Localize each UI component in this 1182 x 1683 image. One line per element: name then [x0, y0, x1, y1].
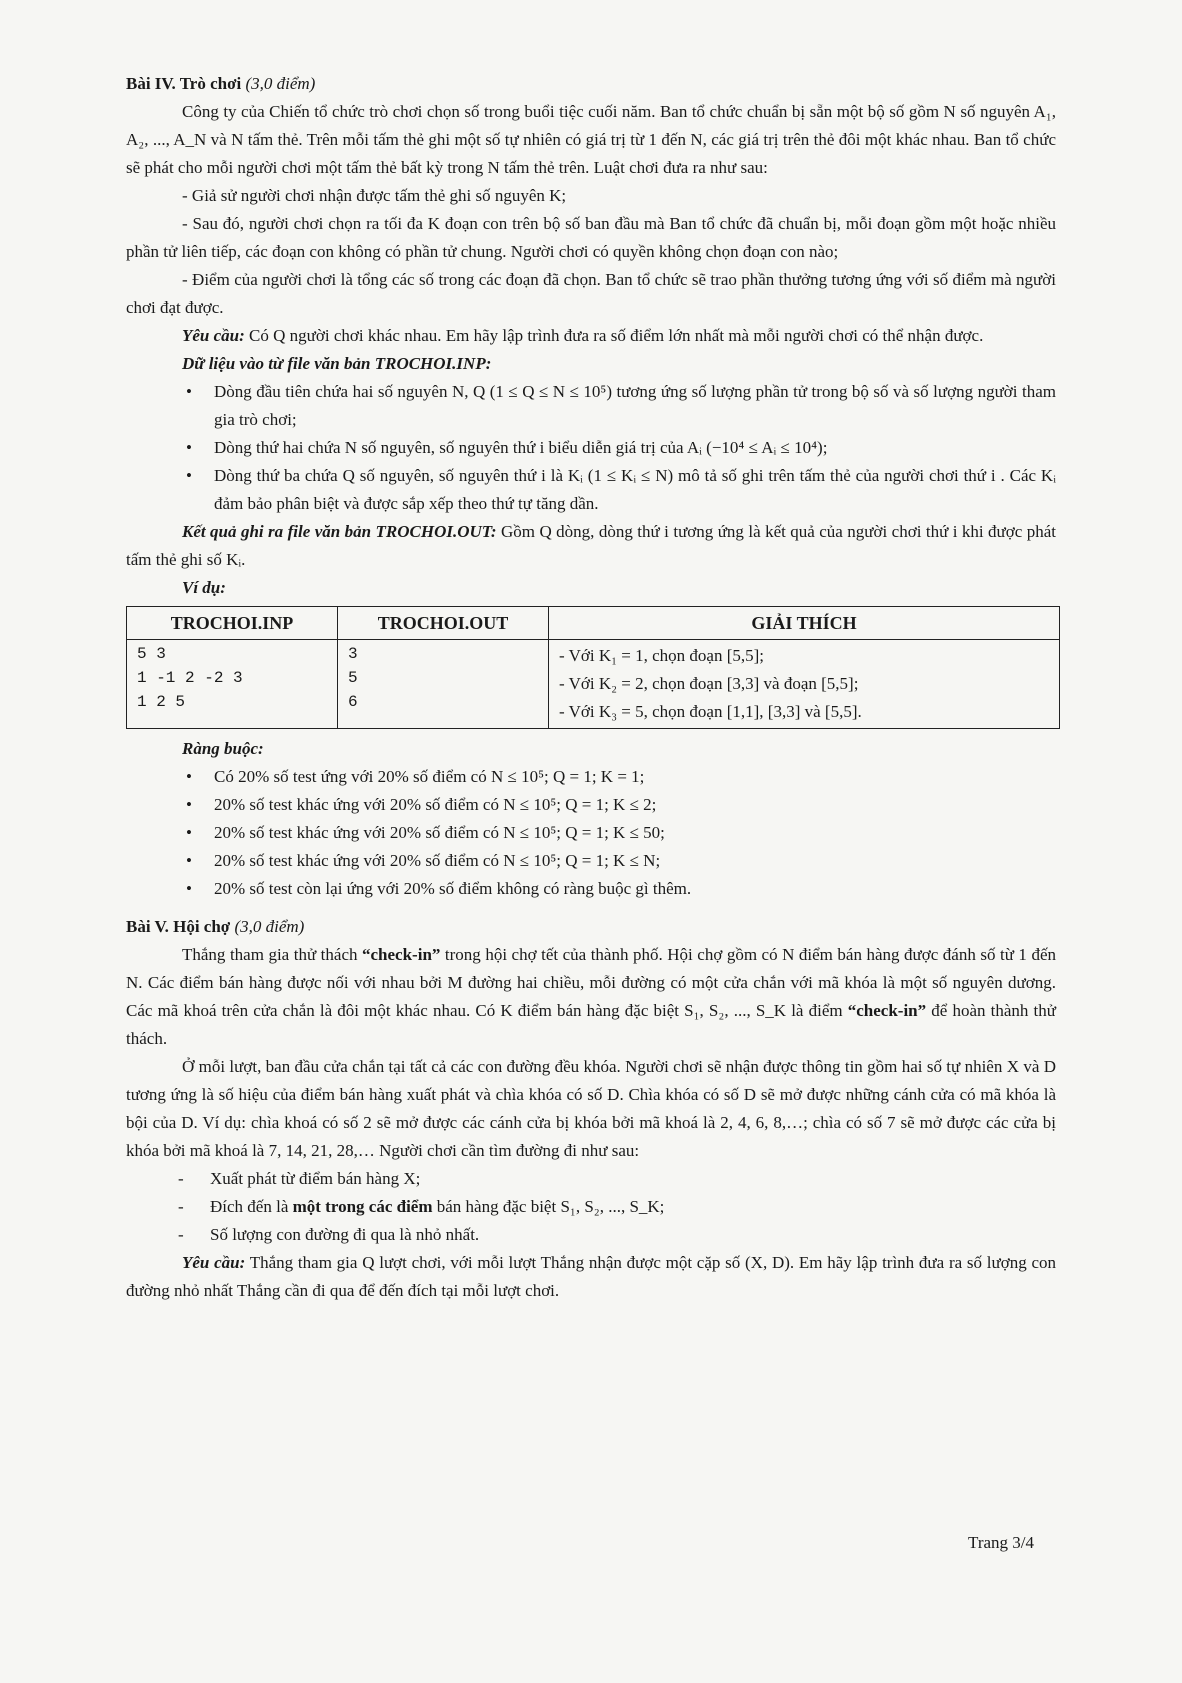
inp-line: 5 3 — [137, 645, 166, 663]
page-number: Trang 3/4 — [968, 1533, 1034, 1552]
table-header: TROCHOI.INP — [127, 607, 338, 640]
bai4-heading — [126, 70, 1056, 98]
list-item: - Số lượng con đường đi qua là nhỏ nhất. — [126, 1221, 1056, 1249]
constraints-list — [126, 763, 1056, 903]
out-cell — [338, 640, 549, 729]
out-line: 3 — [348, 645, 358, 663]
out-line: 6 — [348, 693, 358, 711]
list-item: • 20% số test khác ứng với 20% số điểm có N ≤ 10⁵; Q = 1; K ≤ N; — [126, 847, 1056, 875]
bai4-rule-1: - Giả sử người chơi nhận được tấm thẻ ghi số nguyên K; — [182, 186, 567, 205]
bai5-steps — [126, 1165, 1056, 1249]
example-heading — [126, 574, 1056, 602]
example-label: Ví dụ: — [182, 578, 226, 597]
constraints-label: Ràng buộc: — [182, 739, 264, 758]
constraints-heading — [126, 735, 1056, 763]
bai5-points: (3,0 điểm) — [234, 917, 305, 936]
table-header: GIẢI THÍCH — [549, 607, 1060, 640]
list-item: • Dòng thứ hai chứa N số nguyên, số nguyên thứ i biểu diễn giá trị của Aᵢ (−10⁴ ≤ Aᵢ ≤ 10⁴); — [126, 434, 1056, 462]
table-header-row — [127, 607, 1060, 640]
input-label: Dữ liệu vào từ file văn bản TROCHOI.INP: — [182, 354, 492, 373]
input-heading — [126, 350, 1056, 378]
table-row — [127, 640, 1060, 729]
section-gap — [126, 903, 1056, 913]
bai5-paragraph-1 — [126, 941, 1056, 1053]
requirement-text: Có Q người chơi khác nhau. Em hãy lập trình đưa ra số điểm lớn nhất mà mỗi người chơi có thể nhận được. — [249, 326, 984, 345]
bai5-p1-e: để hoàn thành thử thách. — [126, 1001, 1056, 1048]
bai4-rule-2: - Sau đó, người chơi chọn ra tối đa K đoạn con trên bộ số ban đầu mà Ban tổ chức đã chuẩn bị, mỗi đoạn gồm một hoặc nhiều phần tử liên tiếp, các đoạn con không có phần tử chung. Người chơi có quyền không chọn đoạn con nào; — [126, 214, 1056, 261]
list-item: • Dòng thứ ba chứa Q số nguyên, số nguyên thứ i là Kᵢ (1 ≤ Kᵢ ≤ N) mô tả số ghi trên tấm thẻ của người chơi thứ i . Các Kᵢ đảm bảo phân biệt và được sắp xếp theo thứ tự tăng dần. — [126, 462, 1056, 518]
explain-line: - Với K₃ = 5, chọn đoạn [1,1], [3,3] và [5,5]. — [559, 702, 862, 721]
checkin-term: “check-in” — [362, 945, 441, 964]
bai5-p1-a: Thắng tham gia thử thách — [182, 945, 363, 964]
output-text: Gồm Q dòng, dòng thứ i tương ứng là kết quả của người chơi thứ i khi được phát tấm thẻ ghi số Kᵢ. — [126, 522, 1057, 569]
bai4-rule-3: - Điểm của người chơi là tổng các số trong các đoạn đã chọn. Ban tổ chức sẽ trao phần thưởng tương ứng với số điểm mà người chơi đạt được. — [126, 270, 1056, 317]
bai4-points: (3,0 điểm) — [245, 74, 316, 93]
bai5-heading — [126, 913, 1056, 941]
bai5-p1-c: trong hội chợ tết của thành phố. Hội chợ gồm có N điểm bán hàng được đánh số từ 1 đến N. Các điểm bán hàng được nối với nhau bởi M đường hai chiều, mỗi đường có một cửa chắn với mã khóa là một số nguyên dương. Các mã khoá trên cửa chắn là đôi một khác nhau. Có K điểm bán hàng đặc biệt S₁, S₂, ..., S_K là điểm — [126, 945, 1056, 1020]
list-item: • 20% số test khác ứng với 20% số điểm có N ≤ 10⁵; Q = 1; K ≤ 2; — [126, 791, 1056, 819]
requirement-label: Yêu cầu: — [182, 326, 245, 345]
explain-line: - Với K₂ = 2, chọn đoạn [3,3] và đoạn [5,5]; — [559, 674, 859, 693]
out-line: 5 — [348, 669, 358, 687]
output-label: Kết quả ghi ra file văn bản TROCHOI.OUT: — [182, 522, 497, 541]
bai4-intro: Công ty của Chiến tổ chức trò chơi chọn số trong buổi tiệc cuối năm. Ban tổ chức chuẩn bị sẵn một bộ số gồm N số nguyên A₁, A₂, ..., A_N và N tấm thẻ. Trên mỗi tấm thẻ ghi một số tự nhiên có giá trị từ 1 đến N, các giá trị trên thẻ đôi một khác nhau. Ban tổ chức sẽ phát cho mỗi người chơi một tấm thẻ bất kỳ trong N tấm thẻ trên. Luật chơi đưa ra như sau: — [126, 102, 1056, 177]
list-item: - Đích đến là một trong các điểm bán hàng đặc biệt S₁, S₂, ..., S_K; — [126, 1193, 1056, 1221]
checkin-term: “check-in” — [847, 1001, 927, 1020]
inp-line: 1 -1 2 -2 3 — [137, 669, 243, 687]
bai5-title: Bài V. Hội chợ — [126, 917, 231, 936]
example-table — [126, 606, 1060, 729]
list-item: • 20% số test còn lại ứng với 20% số điểm không có ràng buộc gì thêm. — [126, 875, 1056, 903]
bai5-paragraph-2: Ở mỗi lượt, ban đầu cửa chắn tại tất cả các con đường đều khóa. Người chơi sẽ nhận được thông tin gồm hai số tự nhiên X và D tương ứng là số hiệu của điểm bán hàng xuất phát và chìa khóa có số D. Chìa khóa có số D sẽ mở được những cánh cửa có mã khóa là bội của D. Ví dụ: chìa khoá có số 2 sẽ mở được các cánh cửa bị khóa bởi mã khoá là 2, 4, 6, 8,…; chìa có số 7 sẽ mở được các cửa bị khóa bởi mã khoá là 7, 14, 21, 28,… Người chơi cần tìm đường đi như sau: — [126, 1057, 1056, 1160]
list-item: • 20% số test khác ứng với 20% số điểm có N ≤ 10⁵; Q = 1; K ≤ 50; — [126, 819, 1056, 847]
page-content — [126, 70, 1056, 1305]
inp-cell — [127, 640, 338, 729]
list-item: • Dòng đầu tiên chứa hai số nguyên N, Q (1 ≤ Q ≤ N ≤ 10⁵) tương ứng số lượng phần tử trong bộ số và số lượng người tham gia trò chơi; — [126, 378, 1056, 434]
requirement-text: Thắng tham gia Q lượt chơi, với mỗi lượt Thắng nhận được một cặp số (X, D). Em hãy lập trình đưa ra số lượng con đường nhỏ nhất Thắng cần đi qua để đến đích tại mỗi lượt chơi. — [126, 1253, 1056, 1300]
requirement-label: Yêu cầu: — [182, 1253, 246, 1272]
bai4-title: Bài IV. Trò chơi — [126, 74, 242, 93]
input-list — [126, 378, 1056, 518]
inp-line: 1 2 5 — [137, 693, 186, 711]
list-item: • Có 20% số test ứng với 20% số điểm có N ≤ 10⁵; Q = 1; K = 1; — [126, 763, 1056, 791]
output-paragraph — [126, 518, 1056, 574]
explain-line: - Với K₁ = 1, chọn đoạn [5,5]; — [559, 646, 765, 665]
bai4-requirement — [126, 322, 1056, 350]
explain-cell — [549, 640, 1060, 729]
table-header: TROCHOI.OUT — [338, 607, 549, 640]
list-item: - Xuất phát từ điểm bán hàng X; — [126, 1165, 1056, 1193]
bai5-requirement — [126, 1249, 1056, 1305]
emphasis-text: một trong các điểm — [292, 1197, 433, 1216]
